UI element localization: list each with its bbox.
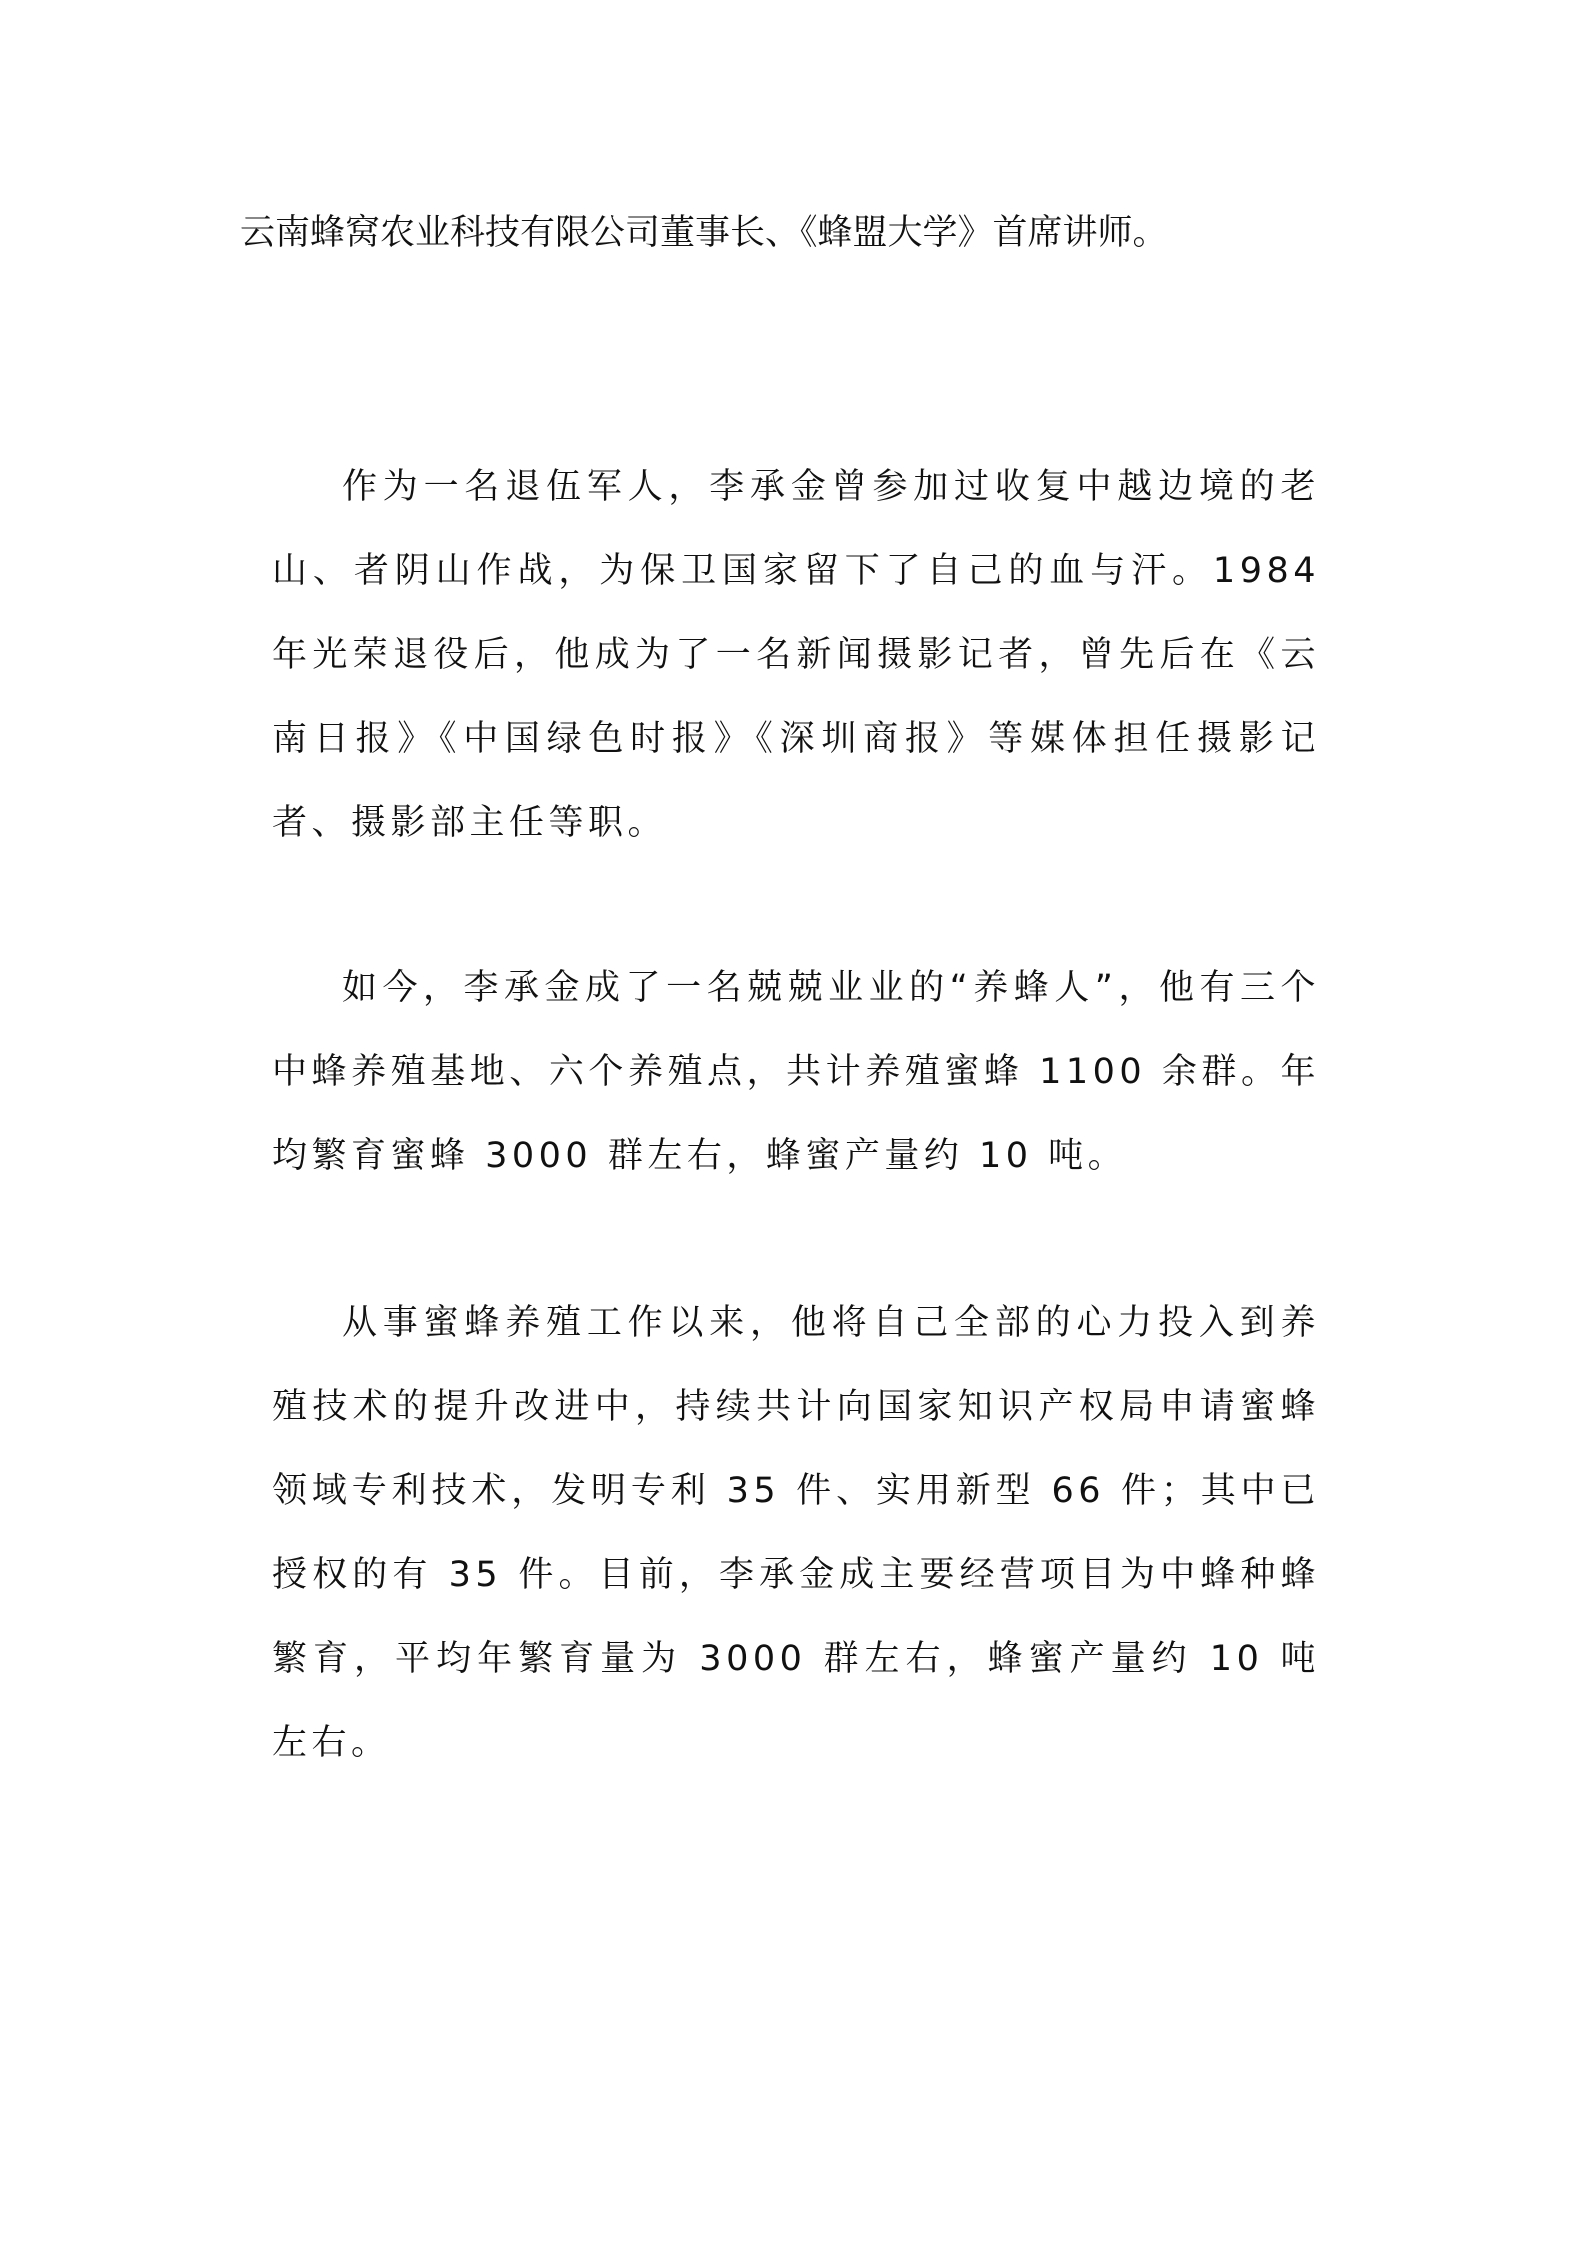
header-line: 云南蜂窝农业科技有限公司董事长、《蜂盟大学》首席讲师。 [240,213,1168,253]
paragraph-patents: 从事蜜蜂养殖工作以来，他将自己全部的心力投入到养殖技术的提升改进中，持续共计向国家知识产权局申请蜜蜂领域专利技术，发明专利 35 件、实用新型 66 件；其中已授权的有 35 件。目前，李承金成主要经营项目为中蜂种蜂繁育，平均年繁育量为 3000 群左右，蜂蜜产量约 10 吨左右。 [272,1303,1320,1763]
paragraph-veteran-journalist: 作为一名退伍军人，李承金曾参加过收复中越边境的老山、者阴山作战，为保卫国家留下了自己的血与汗。1984 年光荣退役后，他成为了一名新闻摄影记者，曾先后在《云南日报》《中国绿色时报》《深圳商报》等媒体担任摄影记者、摄影部主任等职。 [272,467,1320,843]
paragraph-beekeeping-scale: 如今，李承金成了一名兢兢业业的“养蜂人”，他有三个中蜂养殖基地、六个养殖点，共计养殖蜜蜂 1100 余群。年均繁育蜜蜂 3000 群左右，蜂蜜产量约 10 吨。 [272,968,1320,1176]
